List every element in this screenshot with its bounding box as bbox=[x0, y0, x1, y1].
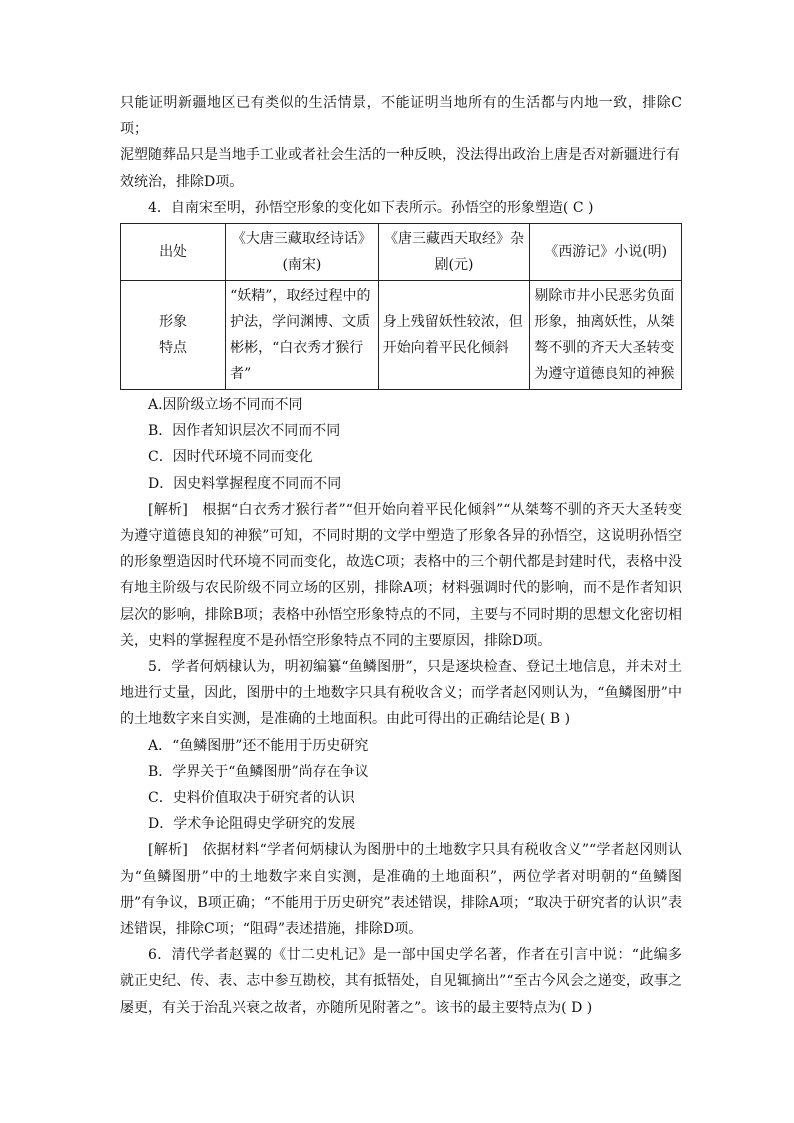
cell-line: 形象，抽离妖性，从桀 bbox=[534, 314, 675, 331]
header-shihua-line2: (南宋) bbox=[282, 257, 322, 274]
cell-xiyouji-features bbox=[530, 281, 682, 390]
q4-option-b: B．因作者知识层次不同而不同 bbox=[148, 423, 341, 440]
question-6-stem: 6．清代学者赵翼的《廿二史札记》是一部中国史学名著，作者在引言中说：“此编多就正史纪、传、表、志中参互勘校，其有抵牾处，自见辄摘出”“至古今风会之递变，政事之屡更，有关于治乱兴衰之故者，亦随所见附著之”。该书的最主要特点为( D ) bbox=[120, 947, 682, 1016]
header-zaju bbox=[378, 224, 530, 281]
header-zaju-line2: 剧(元) bbox=[434, 257, 474, 274]
table-row bbox=[121, 281, 682, 390]
row-label-line2: 特点 bbox=[159, 340, 188, 357]
cell-line: 护法，学问渊博、文质 bbox=[230, 314, 371, 331]
q5-option-a: A．“鱼鳞图册”还不能用于历史研究 bbox=[148, 737, 369, 754]
header-shihua bbox=[226, 224, 379, 281]
header-xiyouji: 《西游记》小说(明) bbox=[530, 224, 682, 281]
header-source: 出处 bbox=[121, 224, 226, 281]
row-label-line1: 形象 bbox=[159, 314, 188, 331]
question-5-stem: 5．学者何炳棣认为，明初编纂“鱼鳞图册”，只是逐块检查、登记土地信息，并未对土地进行丈量，因此，图册中的土地数字只具有税收含义；而学者赵冈则认为，“鱼鳞图册”中的土地数字来自实测，是准确的土地面积。由此可得出的正确结论是( B ) bbox=[120, 659, 682, 728]
table-header-row bbox=[121, 224, 682, 281]
cell-line: 者” bbox=[230, 366, 252, 383]
document-page bbox=[120, 90, 682, 1021]
q5-option-d: D．学术争论阻碍史学研究的发展 bbox=[148, 816, 356, 833]
q5-analysis: [解析] 依据材料“学者何炳棣认为图册中的土地数字只具有税收含义”“学者赵冈则认为“鱼鳞图册”中的土地数字来自实测，是准确的土地面积”，两位学者对明朝的“鱼鳞图册”有争议，B项正确；“不能用于历史研究”表述错误，排除A项；“取决于研究者的认识”表述错误，排除C项；“阻碍”表述措施，排除D项。 bbox=[120, 842, 682, 938]
cell-zaju-features bbox=[378, 281, 530, 390]
intro-line-2: 泥塑随葬品只是当地手工业或者社会生活的一种反映，没法得出政治上唐是否对新疆进行有 bbox=[120, 147, 680, 164]
intro-line-1: 只能证明新疆地区已有类似的生活情景，不能证明当地所有的生活都与内地一致，排除C项； bbox=[120, 95, 682, 138]
cell-line: 身上残留妖性较浓，但 bbox=[382, 314, 523, 331]
cell-shihua-features bbox=[226, 281, 379, 390]
q5-option-c: C．史料价值取决于研究者的认识 bbox=[148, 790, 355, 807]
q4-option-a: A.因阶级立场不同而不同 bbox=[148, 397, 303, 414]
cell-line: “妖精”，取经过程中的 bbox=[230, 288, 371, 305]
cell-line: 骜不驯的齐天大圣转变 bbox=[534, 340, 675, 357]
question-4-table bbox=[120, 223, 682, 390]
row-label-features bbox=[121, 281, 226, 390]
intro-text bbox=[120, 90, 682, 195]
header-shihua-line1: 《大唐三藏取经诗话》 bbox=[231, 231, 372, 248]
cell-line: 彬彬，“白衣秀才猴行 bbox=[230, 340, 364, 357]
cell-line: 剔除市井小民恶劣负面 bbox=[534, 288, 675, 305]
cell-line: 开始向着平民化倾斜 bbox=[382, 340, 509, 357]
intro-line-3: 效统治，排除D项。 bbox=[120, 173, 244, 190]
cell-line: 为遵守道德良知的神猴 bbox=[534, 366, 675, 383]
header-zaju-line1: 《唐三藏西天取经》杂 bbox=[384, 231, 525, 248]
q4-option-d: D．因史料掌握程度不同而不同 bbox=[148, 475, 342, 492]
question-4-stem: 4．自南宋至明，孙悟空形象的变化如下表所示。孙悟空的形象塑造( C ) bbox=[148, 199, 594, 216]
q4-option-c: C．因时代环境不同而变化 bbox=[148, 449, 313, 466]
q5-option-b: B．学界关于“鱼鳞图册”尚存在争议 bbox=[148, 763, 369, 780]
q4-analysis: [解析] 根据“白衣秀才猴行者”“但开始向着平民化倾斜”“从桀骜不驯的齐天大圣转变为遵守道德良知的神猴”可知，不同时期的文学中塑造了形象各异的孙悟空，这说明孙悟空的形象塑造因时代环境不同而变化，故选C项；表格中的三个朝代都是封建时代，表格中没有地主阶级与农民阶级不同立场的区别，排除A项；材料强调时代的影响，而不是作者知识层次的影响，排除B项；表格中孙悟空形象特点的不同，主要与不同时期的思想文化密切相关，史料的掌握程度不是孙悟空形象特点不同的主要原因，排除D项。 bbox=[120, 501, 682, 649]
